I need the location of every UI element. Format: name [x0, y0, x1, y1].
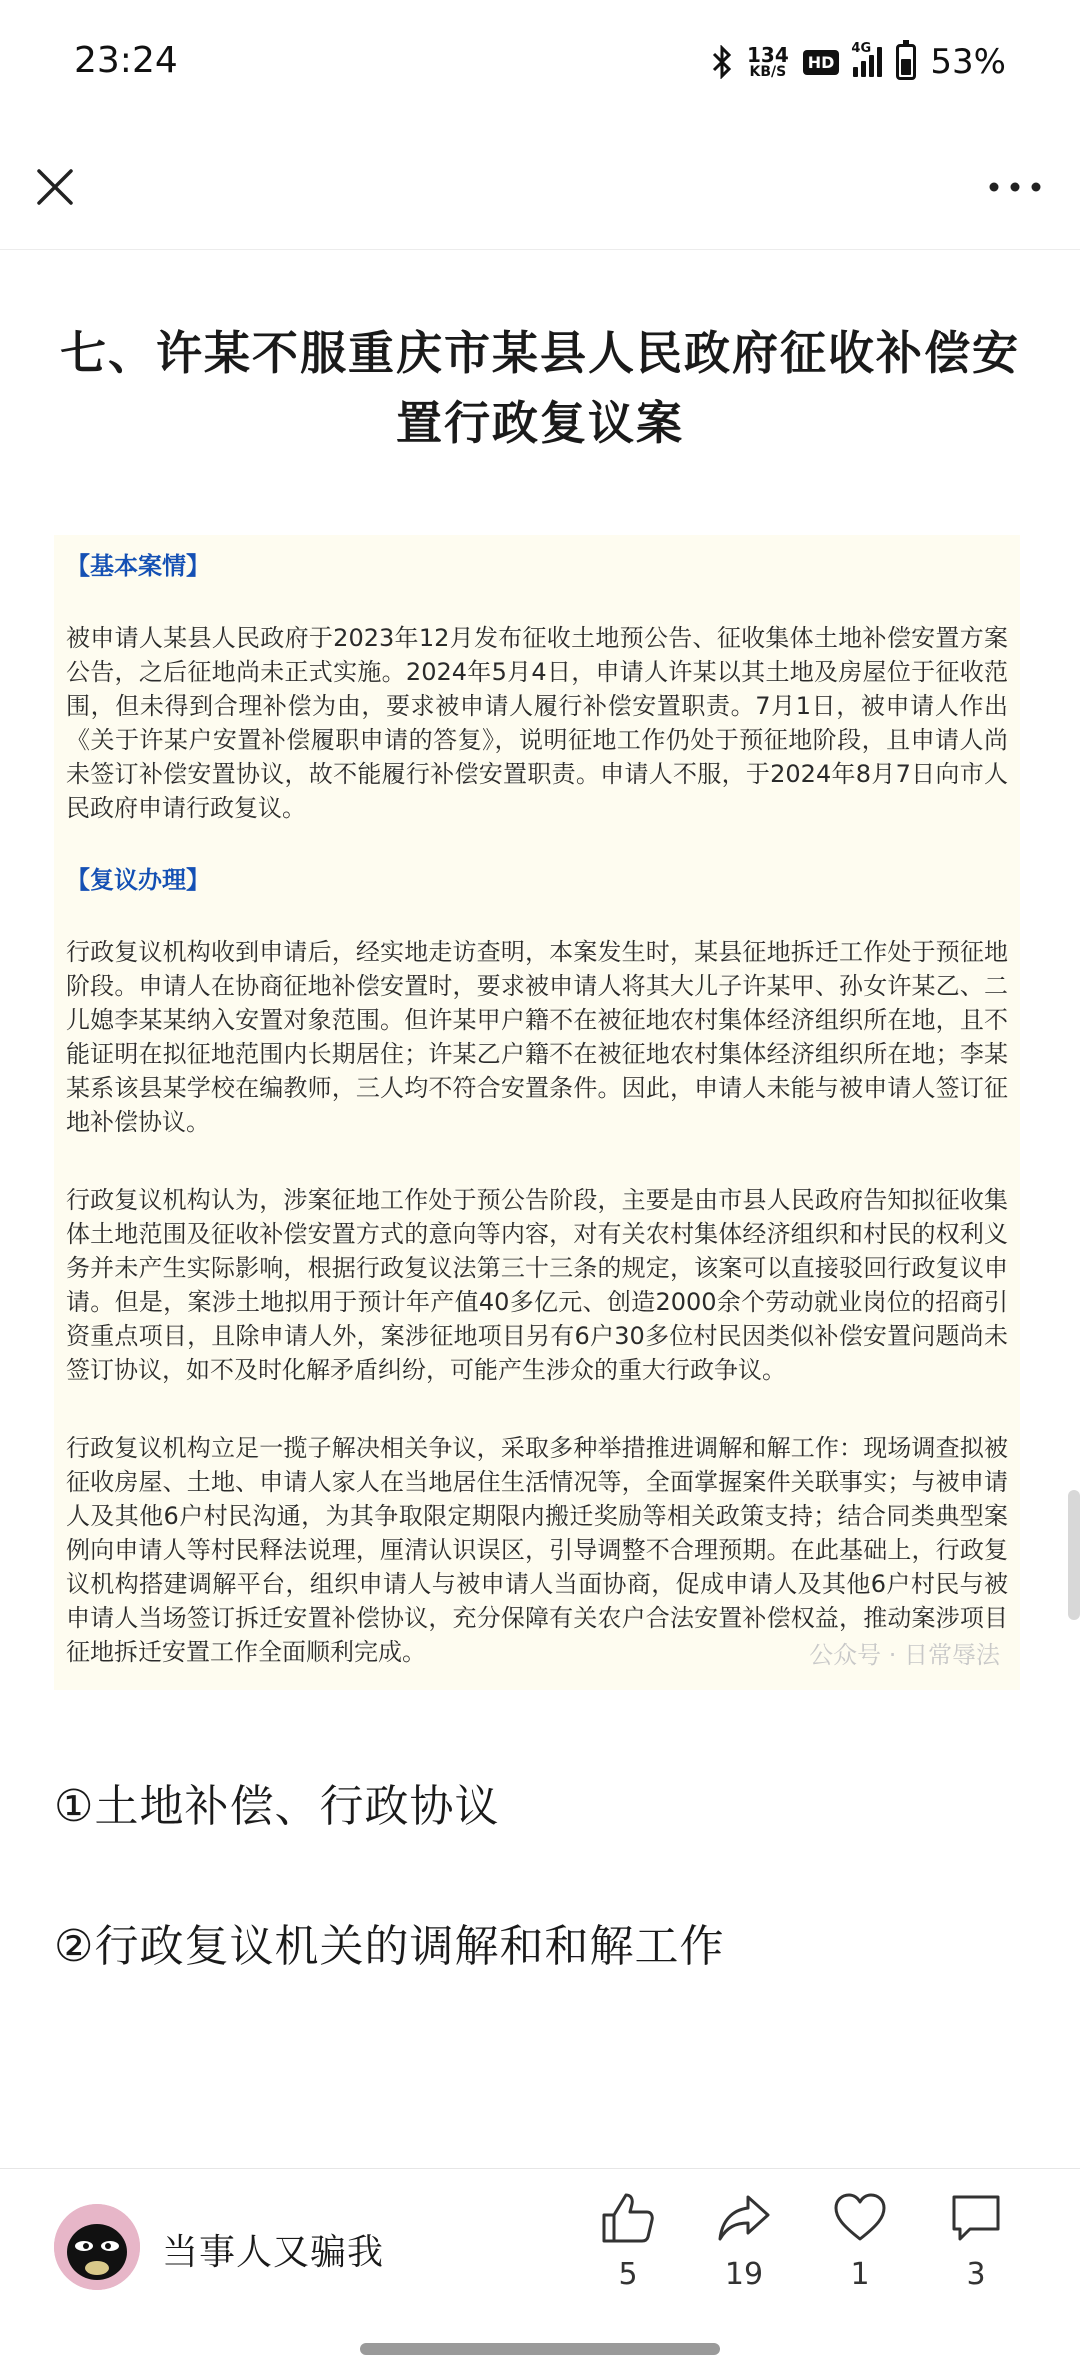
article-title: 七、许某不服重庆市某县人民政府征收补偿安置行政复议案 [60, 326, 1020, 450]
section-heading-review: 【复议办理】 [66, 866, 210, 894]
home-indicator[interactable] [360, 2343, 720, 2355]
thumbs-up-icon [600, 2191, 656, 2245]
status-time: 23:24 [74, 40, 178, 81]
status-icons [711, 42, 1006, 82]
review-paragraph-1: 行政复议机构收到申请后，经实地走访查明，本案发生时，某县征地拆迁工作处于预征地阶段。申请人在协商征地补偿安置时，要求被申请人将其大儿子许某甲、孙女许某乙、二儿媳李某某纳入安置对象范围。但许某甲户籍不在被征地农村集体经济组织所在地，且不能证明在拟征地范围内长期居住；许某乙户籍不在被征地农村集体经济组织所在地；李某某系该县某学校在编教师，三人均不符合安置条件。因此，申请人未能与被申请人签订征地补偿协议。 [66, 938, 1008, 1136]
heart-icon [832, 2191, 888, 2245]
net-speed-unit: KB/S [749, 64, 787, 80]
scrollbar-thumb[interactable] [1068, 1490, 1080, 1620]
bluetooth-icon [711, 45, 733, 79]
battery-icon [896, 44, 916, 80]
review-paragraph-2: 行政复议机构认为，涉案征地工作处于预公告阶段，主要是由市县人民政府告知拟征收集体土地范围及征收补偿安置方式的意向等内容，对有关农村集体经济组织和村民的权利义务并未产生实际影响，根据行政复议法第三十三条的规定，该案可以直接驳回行政复议申请。但是，案涉土地拟用于预计年产值40多亿元、创造2000余个劳动就业岗位的招商引资重点项目，且除申请人外，案涉征地项目另有6户30多位村民因类似补偿安置问题尚未签订协议，如不及时化解矛盾纠纷，可能产生涉众的重大行政争议。 [66, 1186, 1008, 1384]
more-icon [988, 181, 1042, 193]
comment-count: 3 [966, 2257, 986, 2292]
author-name[interactable]: 当事人又骗我 [162, 2232, 385, 2273]
close-icon [35, 167, 75, 207]
like-button[interactable] [583, 2191, 673, 2292]
share-icon [716, 2191, 772, 2245]
share-button[interactable] [699, 2191, 789, 2292]
favorite-button[interactable] [815, 2191, 905, 2292]
network-speed [747, 45, 789, 79]
share-count: 19 [724, 2257, 764, 2292]
watermark [809, 1635, 1000, 1670]
comment-icon [948, 2191, 1004, 2245]
bottom-bar [0, 2168, 1080, 2328]
key-point-1: ①土地补偿、行政协议 [54, 1781, 500, 1832]
review-paragraph-3: 行政复议机构立足一揽子解决相关争议，采取多种举措推进调解和解工作：现场调查拟被征收房屋、土地、申请人家人在当地居住生活情况等，全面掌握案件关联事实；与被申请人及其他6户村民沟通，为其争取限定期限内搬迁奖励等相关政策支持；结合同类典型案例向申请人等村民释法说理，厘清认识误区，引导调整不合理预期。在此基础上，行政复议机构搭建调解平台，组织申请人与被申请人当面协商，促成申请人及其他6户村民与被申请人当场签订拆迁安置补偿协议，充分保障有关农户合法安置补偿权益，推动案涉项目征地拆迁安置工作全面顺利完成。 [66, 1434, 1008, 1666]
battery-percent: 53% [930, 42, 1006, 82]
like-count: 5 [618, 2257, 638, 2292]
key-point-2: ②行政复议机关的调解和和解工作 [54, 1921, 725, 1972]
section-heading-basic: 【基本案情】 [66, 552, 210, 580]
more-button[interactable] [980, 162, 1050, 212]
watermark-text: 公众号 · 日常辱法 [809, 1641, 1000, 1669]
case-content-box [54, 535, 1020, 1690]
close-button[interactable] [30, 162, 80, 212]
avatar[interactable] [54, 2204, 140, 2290]
signal-icon [851, 41, 882, 77]
net-speed-value: 134 [747, 43, 789, 67]
hd-icon: HD [803, 50, 840, 75]
favorite-count: 1 [850, 2257, 870, 2292]
avatar-image [54, 2204, 140, 2290]
status-bar [0, 0, 1080, 130]
basic-case-text: 被申请人某县人民政府于2023年12月发布征收土地预公告、征收集体土地补偿安置方案公告，之后征地尚未正式实施。2024年5月4日，申请人许某以其土地及房屋位于征收范围，但未得到合理补偿为由，要求被申请人履行补偿安置职责。7月1日，被申请人作出《关于许某户安置补偿履职申请的答复》，说明征地工作仍处于预征地阶段，且申请人尚未签订补偿安置协议，故不能履行补偿安置职责。申请人不服，于2024年8月7日向市人民政府申请行政复议。 [66, 624, 1008, 822]
network-type: 4G [851, 41, 872, 56]
top-nav [0, 140, 1080, 250]
comment-button[interactable] [931, 2191, 1021, 2292]
